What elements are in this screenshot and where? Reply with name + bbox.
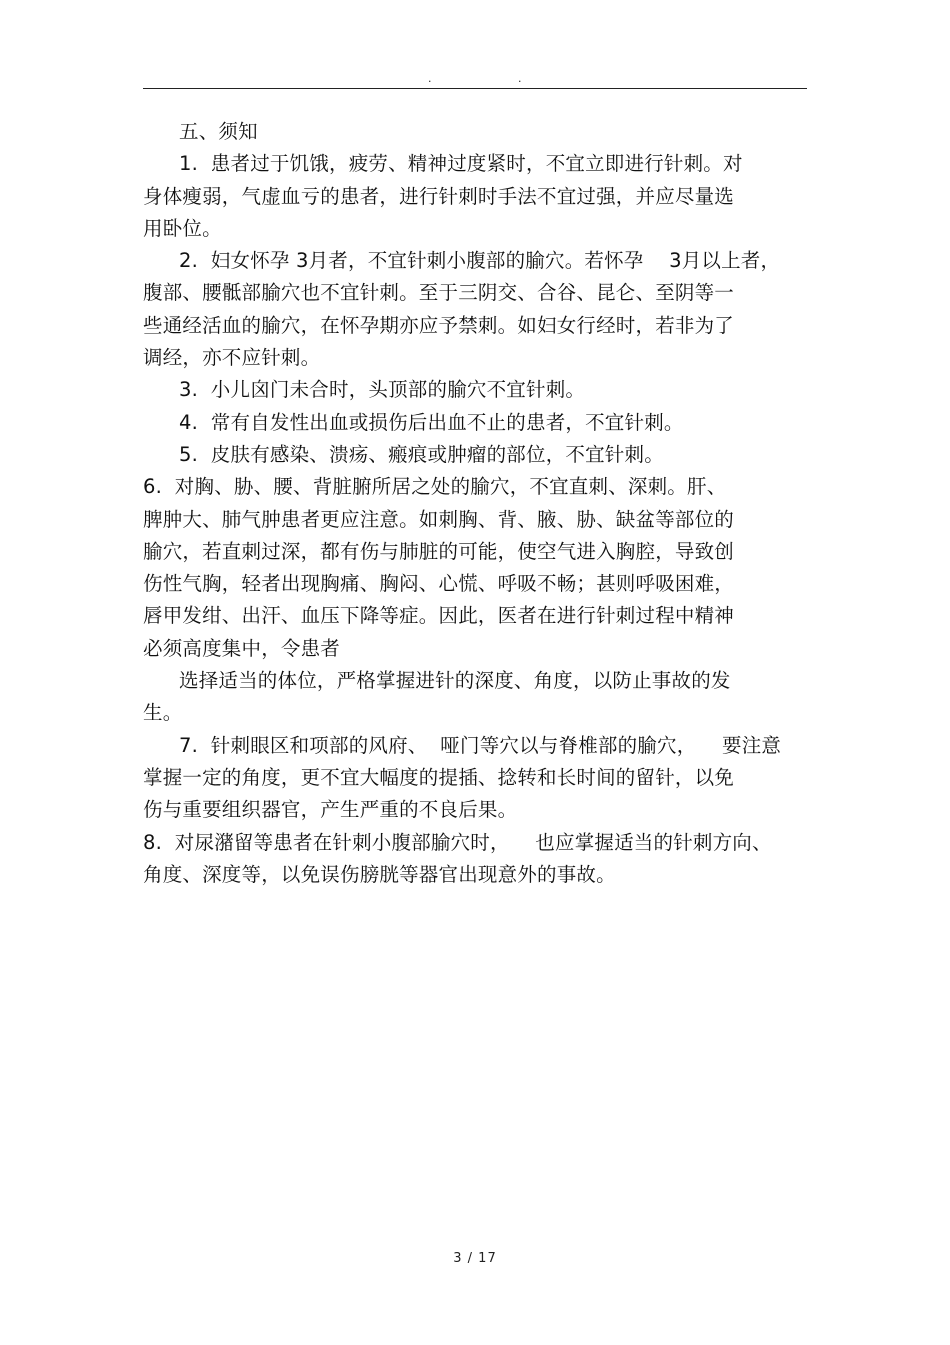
header-dot: . — [518, 72, 522, 85]
text-line: 2. 妇女怀孕 3月者，不宜针刺小腹部的腧穴。若怀孕 3月以上者， — [179, 249, 781, 273]
text-line: 必须高度集中，令患者 — [143, 636, 341, 660]
text-line: 7. 针刺眼区和项部的风府、 哑门等穴以与脊椎部的腧穴， 要注意 — [179, 733, 782, 757]
document-body — [143, 116, 813, 891]
page-number: 3 / 17 — [453, 1251, 497, 1266]
text-line: 掌握一定的角度，更不宜大幅度的提插、捻转和长时间的留针，以免 — [143, 765, 735, 789]
text-line: 腹部、腰骶部腧穴也不宜针刺。至于三阴交、合谷、昆仑、至阴等一 — [143, 281, 735, 305]
text-line: 些通经活血的腧穴，在怀孕期亦应予禁刺。如妇女行经时，若非为了 — [143, 313, 735, 337]
text-line: 8. 对尿潴留等患者在针刺小腹部腧穴时， 也应掌握适当的针刺方向、 — [143, 830, 772, 854]
text-line: 伤性气胸，轻者出现胸痛、胸闷、心慌、呼吸不畅；甚则呼吸困难， — [143, 572, 735, 596]
text-line: 用卧位。 — [143, 216, 222, 240]
text-line: 3. 小儿囟门未合时，头顶部的腧穴不宜针刺。 — [179, 378, 586, 402]
text-line: 腧穴，若直刺过深，都有伤与肺脏的可能，使空气进入胸腔，导致创 — [143, 539, 735, 563]
header-dot: . — [428, 72, 432, 85]
header-divider — [143, 88, 807, 89]
text-line: 1. 患者过于饥饿，疲劳、精神过度紧时，不宜立即进行针刺。对 — [179, 152, 743, 176]
text-line: 选择适当的体位，严格掌握进针的深度、角度，以防止事故的发 — [179, 669, 731, 693]
text-line: 伤与重要组织器官，产生严重的不良后果。 — [143, 798, 518, 822]
text-line: 调经，亦不应针刺。 — [143, 346, 321, 370]
text-line: 脾肿大、肺气肿患者更应注意。如刺胸、背、腋、胁、缺盆等部位的 — [143, 507, 735, 531]
page-header — [0, 72, 950, 86]
text-line: 生。 — [143, 701, 183, 725]
text-line: 身体瘦弱，气虚血亏的患者，进行针刺时手法不宜过强，并应尽量选 — [143, 184, 735, 208]
text-line: 角度、深度等，以免误伤膀胱等器官出现意外的事故。 — [143, 862, 616, 886]
text-line: 五、须知 — [179, 120, 258, 143]
text-line: 5. 皮肤有感染、溃疡、瘢痕或肿瘤的部位，不宜针刺。 — [179, 442, 664, 466]
text-line: 唇甲发绀、出汗、血压下降等症。因此，医者在进行针刺过程中精神 — [143, 604, 735, 628]
text-line: 4. 常有自发性出血或损伤后出血不止的患者，不宜针刺。 — [179, 410, 684, 434]
text-line: 6. 对胸、胁、腰、背脏腑所居之处的腧穴，不宜直刺、深刺。肝、 — [143, 475, 727, 499]
